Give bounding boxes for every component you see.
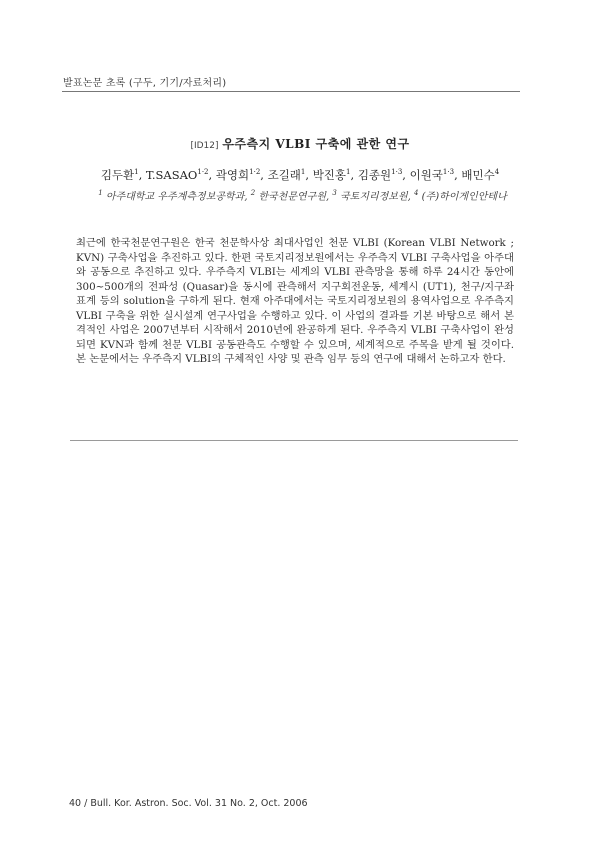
author: 조길래$^1$ <box>267 168 306 182</box>
paper-title <box>0 135 600 152</box>
affiliation: 한국천문연구원 <box>258 191 326 203</box>
affiliation: 아주대학교 우주계측정보공학과 <box>105 191 245 203</box>
affiliation: (주)하이게인안테나 <box>421 191 507 203</box>
author: 곽영희$^{1\cdot 2}$ <box>215 168 261 182</box>
author: 배민수$^4$ <box>461 168 500 182</box>
paper-code: [ID12] <box>190 141 219 151</box>
paper-title-text: 우주측지 VLBI 구축에 관한 연구 <box>222 137 410 151</box>
author: 이원국$^{1\cdot 3}$ <box>409 168 455 182</box>
author-list: 김두환$^1$, $T.SASAO^{1\cdot 2}$, 곽영희$^{1\cdot 2}$, 조길래$^1$, 박진홍$^1$, 김종원$^{1\cdot 3}$, 이원국$^{1\cdot 3}$, 배민수$^4$ <box>100 168 500 182</box>
author: $T.SASAO^{1\cdot 2}$ <box>145 168 209 182</box>
author: 박진홍$^1$ <box>312 168 351 182</box>
abstract-text: 최근에 한국천문연구원은 한국 천문학사상 최대사업인 천문 VLBI (Korean VLBI Network ; KVN) 구축사업을 추진하고 있다. 한편 국토지리정보원에서는 우주측지 VLBI 구축사업을 아주대와 공동으로 추진하고 있다. 우주측지 VLBI는 세계의 VLBI 관측망을 통해 하루 24시간 동안에 300~500개의 전파성 (Quasar)을 동시에 관측해서 지구회전운동, 세계시 (UT1), 천구/지구좌표계 등의 solution을 구하게 된다. 현재 아주대에서는 국토지리정보원의 용역사업으로 우주측지 VLBI 구축을 위한 실시설계 연구사업을 수행하고 있다. 이 사업의 결과를 기본 바탕으로 해서 본격적인 사업은 2007년부터 시작해서 2010년에 완공하게 된다. 우주측지 VLBI 구축사업이 완성되면 KVN과 함께 천문 VLBI 공동관측도 수행할 수 있으며, 세계적으로 주목을 받게 될 것이다. 본 논문에서는 우주측지 VLBI의 구체적인 사양 및 관측 임무 등의 연구에 대해서 논하고자 한다. <box>76 237 514 365</box>
author: 김두환$^1$ <box>100 168 139 182</box>
abstract-divider <box>70 440 518 441</box>
affiliation-list: $^1$ 아주대학교 우주계측정보공학과, $^2$ 한국천문연구원, $^3$ 국토지리정보원, $^4$ (주)하이게인안테나 <box>98 189 507 203</box>
section-divider <box>62 91 520 92</box>
author: 김종원$^{1\cdot 3}$ <box>357 168 403 182</box>
affiliation: 국토지리정보원 <box>340 191 408 203</box>
section-label: 발표논문 초록 (구두, 기기/자료처리) <box>63 78 227 89</box>
journal-footer: 40 / Bull. Kor. Astron. Soc. Vol. 31 No. 2, Oct. 2006 <box>69 798 308 809</box>
